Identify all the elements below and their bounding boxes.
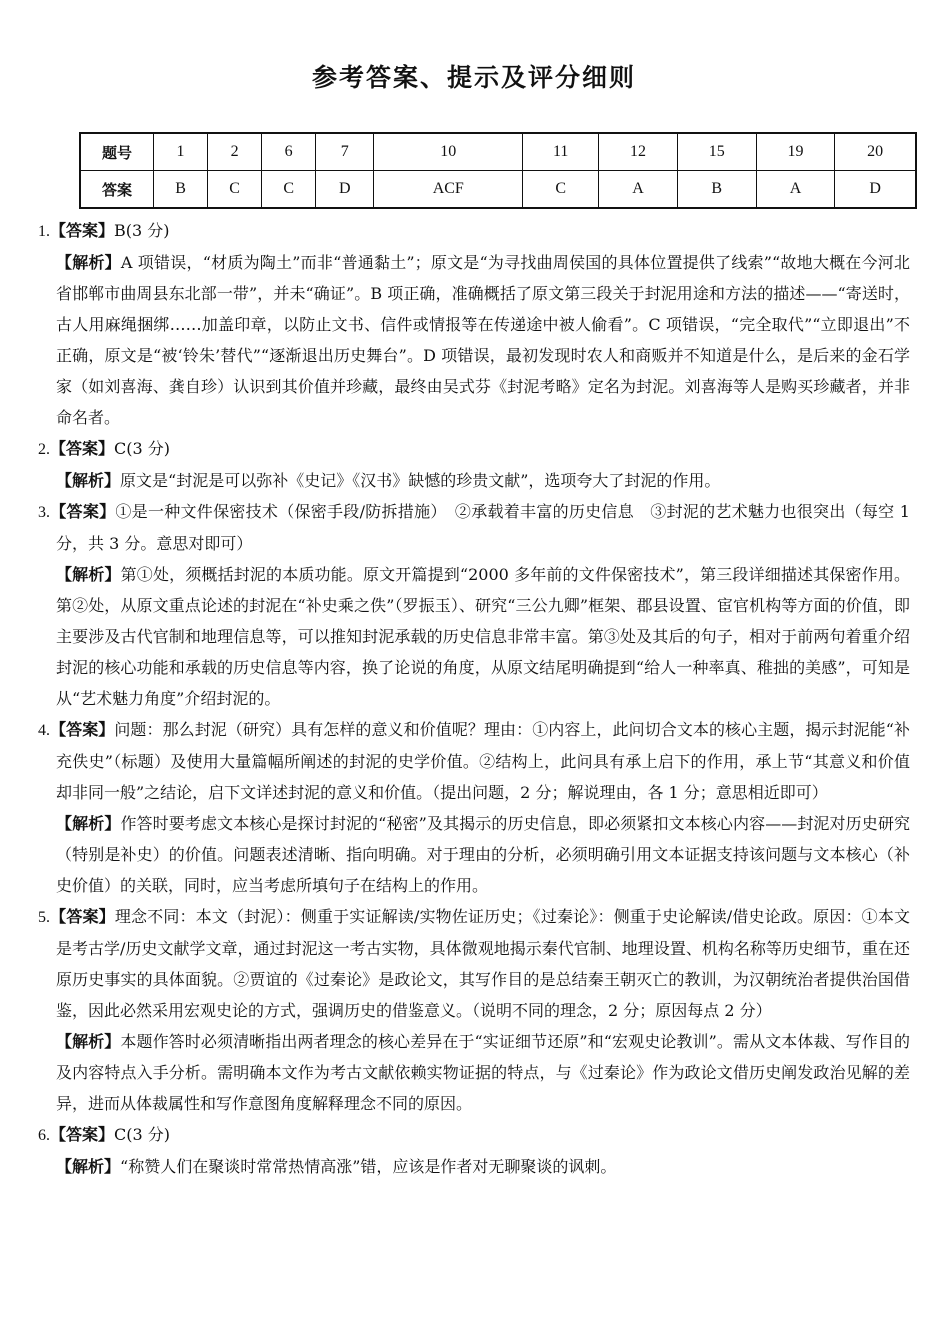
item-answer: B(3 分) — [114, 221, 170, 240]
answer-tag: 【答案】 — [50, 502, 116, 521]
answer-item-5 — [38, 901, 910, 1119]
item-analysis: A 项错误，“材质为陶土”而非“普通黏土”；原文是“为寻找曲周侯国的具体位置提供了线索”“故地大概在今河北省邯郸市曲周县东北部一带”，并未“确证”。B 项正确，准确概括了原文第三段关于封泥用途和方法的描述——“寄送时，古人用麻绳捆绑……加盖印章，以防止文书、信件或情报等在传递途中被人偷看”。C 项错误，“完全取代”“立即退出”不正确，原文是“被‘铃朱’替代”“逐渐退出历史舞台”。D 项错误，最初发现时农人和商贩并不知道是什么，是后来的金石学家（如刘喜海、龚自珍）认识到其价值并珍藏，最终由吴式芬《封泥考略》定名为封泥。刘喜海等人是购买珍藏者，并非命名者。 — [56, 253, 910, 427]
answer-item-1 — [38, 215, 910, 433]
item-answer: 问题：那么封泥（研究）具有怎样的意义和价值呢？理由：①内容上，此问切合文本的核心主题，揭示封泥能“补充佚史”（标题）及使用大量篇幅所阐述的封泥的史学价值。②结构上，此问具有承上启下的作用，承上节“其意义和价值却非同一般”之结论，启下文详述封泥的意义和价值。（提出问题，2 分；解说理由，各 1 分；意思相近即可） — [56, 720, 910, 802]
answer-tag: 【答案】 — [50, 1125, 115, 1144]
item-analysis: 作答时要考虑文本核心是探讨封泥的“秘密”及其揭示的历史信息，即必须紧扣文本核心内容——封泥对历史研究（特别是补史）的价值。问题表述清晰、指向明确。对于理由的分析，必须明确引用文本证据支持该问题与文本核心（补史价值）的关联，同时，应当考虑所填句子在结构上的作用。 — [56, 814, 910, 895]
answer-cell: B — [677, 171, 756, 209]
item-analysis: 第①处，须概括封泥的本质功能。原文开篇提到“2000 多年前的文件保密技术”，第三段详细描述其保密作用。第②处，从原文重点论述的封泥在“补史乘之佚”（罗振玉）、研究“三公九卿”框架、郡县设置、宦官机构等方面的价值，即主要涉及古代官制和地理信息等，可以推知封泥承载的历史信息非常丰富。第③处及其后的句子，相对于前两句着重介绍封泥的核心功能和承载的历史信息等内容，换了论说的角度，从原文结尾明确提到“给人一种率真、稚拙的美感”，可知是从“艺术魅力角度”介绍封泥的。 — [56, 565, 910, 708]
item-analysis: 原文是“封泥是可以弥补《史记》《汉书》缺憾的珍贵文献”，选项夸大了封泥的作用。 — [120, 471, 721, 490]
question-number-cell: 2 — [208, 133, 262, 171]
row-label-answer: 答案 — [80, 171, 154, 209]
answer-tag: 【答案】 — [50, 221, 115, 240]
item-answer: C(3 分) — [114, 439, 171, 458]
item-number: 4. — [38, 722, 50, 739]
question-number-cell: 10 — [374, 133, 523, 171]
answer-table — [79, 132, 917, 209]
item-answer: C(3 分) — [114, 1125, 171, 1144]
analysis-tag: 【解析】 — [56, 814, 121, 833]
answer-cell: D — [316, 171, 374, 209]
answer-cell: A — [756, 171, 835, 209]
item-answer: ①是一种文件保密技术（保密手段/防拆措施） ②承载着丰富的历史信息 ③封泥的艺术魅力也很突出（每空 1 分，共 3 分。意思对即可） — [56, 502, 910, 553]
page-title: 参考答案、提示及评分细则 — [311, 63, 636, 92]
question-number-cell: 7 — [316, 133, 374, 171]
question-number-cell: 12 — [599, 133, 678, 171]
answer-tag: 【答案】 — [50, 439, 115, 458]
answer-row — [80, 171, 916, 209]
question-number-cell: 1 — [154, 133, 208, 171]
answer-cell: ACF — [374, 171, 523, 209]
answer-item-6 — [38, 1119, 910, 1182]
answer-items — [38, 215, 910, 1182]
question-number-cell: 15 — [677, 133, 756, 171]
answer-cell: D — [835, 171, 916, 209]
analysis-tag: 【解析】 — [56, 253, 121, 272]
analysis-tag: 【解析】 — [56, 565, 121, 584]
analysis-tag: 【解析】 — [56, 471, 121, 490]
question-number-cell: 19 — [756, 133, 835, 171]
answer-cell: B — [154, 171, 208, 209]
answer-tag: 【答案】 — [50, 720, 115, 739]
item-number: 3. — [38, 504, 50, 521]
item-analysis: 本题作答时必须清晰指出两者理念的核心差异在于“实证细节还原”和“宏观史论教训”。需从文本体裁、写作目的及内容特点入手分析。需明确本文作为考古文献依赖实物证据的特点，与《过秦论》作为政论文借历史阐发政治见解的差异，进而从体裁属性和写作意图角度解释理念不同的原因。 — [56, 1032, 910, 1113]
item-number: 6. — [38, 1127, 50, 1144]
analysis-tag: 【解析】 — [56, 1157, 121, 1176]
answer-item-4 — [38, 714, 910, 901]
item-number: 2. — [38, 441, 50, 458]
row-label-question: 题号 — [80, 133, 154, 171]
item-answer: 理念不同：本文（封泥）：侧重于实证解读/实物佐证历史；《过秦论》：侧重于史论解读/借史论政。原因：①本文是考古学/历史文献学文章，通过封泥这一考古实物，具体微观地揭示秦代官制、地理设置、机构名称等历史细节，重在还原历史事实的具体面貌。②贾谊的《过秦论》是政论文，其写作目的是总结秦王朝灭亡的教训，为汉朝统治者提供治国借鉴，因此必然采用宏观史论的方式，强调历史的借鉴意义。（说明不同的理念，2 分；原因每点 2 分） — [56, 907, 910, 1020]
answer-cell: C — [262, 171, 316, 209]
item-analysis: “称赞人们在聚谈时常常热情高涨”错，应该是作者对无聊聚谈的讽刺。 — [120, 1157, 617, 1176]
question-number-cell: 6 — [262, 133, 316, 171]
answer-cell: C — [208, 171, 262, 209]
answer-tag: 【答案】 — [50, 907, 115, 926]
answer-item-2 — [38, 433, 910, 496]
question-number-cell: 11 — [523, 133, 599, 171]
answer-item-3 — [38, 496, 910, 714]
question-number-row — [80, 133, 916, 171]
analysis-tag: 【解析】 — [56, 1032, 121, 1051]
answer-cell: C — [523, 171, 599, 209]
item-number: 5. — [38, 909, 50, 926]
question-number-cell: 20 — [835, 133, 916, 171]
answer-cell: A — [599, 171, 678, 209]
item-number: 1. — [38, 223, 50, 240]
